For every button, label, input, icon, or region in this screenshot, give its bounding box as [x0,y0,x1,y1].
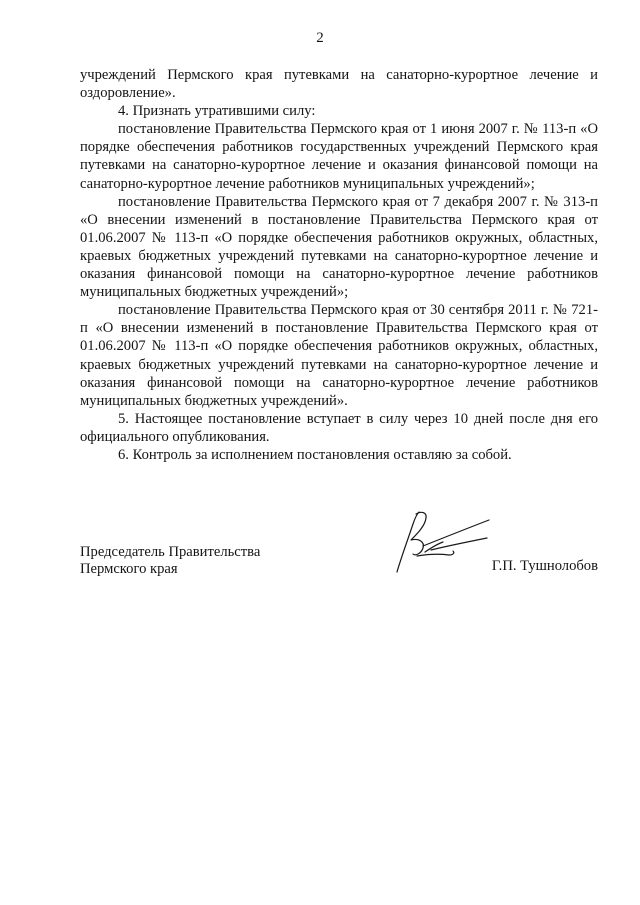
paragraph-item-6: 6. Контроль за исполнением постановления оставляю за собой. [118,446,512,463]
signatory-name: Г.П. Тушнолобов [491,558,598,574]
paragraph-repealed-act-1: постановление Правительства Пермского края от 1 июня 2007 г. № 113-п «О порядке обеспечения работников государственных учреждений Пермского края путевками на санаторно-курортное лечение и оказания финансовой помощи на санаторно-курортное лечение работников муниципальных учреждений»; [80,121,598,192]
signatory-title [80,544,260,578]
paragraph-repealed-act-3: постановление Правительства Пермского края от 30 сентября 2011 г. № 721-п «О внесении изменений в постановление Правительства Пермского края от 01.06.2007 № 113-п «О порядке обеспечения работников окружных, областных, краевых бюджетных учреждений путевками на санаторно-курортное лечение и оказания финансовой помощи на санаторно-курортное лечение работников муниципальных бюджетных учреждений». [80,302,598,409]
paragraph-continuation: учреждений Пермского края путевками на санаторно-курортное лечение и оздоровление». [80,67,598,102]
paragraph-item-4: 4. Признать утратившими силу: [118,103,316,120]
signatory-title-line-1: Председатель Правительства [80,544,261,560]
paragraph-item-5: 5. Настоящее постановление вступает в силу через 10 дней после дня его официального опубликования. [80,410,598,445]
signature-block [80,538,598,598]
document-body [80,66,598,464]
paragraph-repealed-act-2: постановление Правительства Пермского края от 7 декабря 2007 г. № 313-п «О внесении изменений в постановление Правительства Пермского края от 01.06.2007 № 113-п «О порядке обеспечения работников окружных, областных, краевых бюджетных учреждений путевками на санаторно-курортное лечение и оказания финансовой помощи на санаторно-курортное лечение работников муниципальных бюджетных учреждений»; [80,193,598,301]
page-number: 2 [316,30,324,46]
signatory-title-line-2: Пермского края [80,561,178,577]
handwritten-signature-icon [383,508,495,574]
